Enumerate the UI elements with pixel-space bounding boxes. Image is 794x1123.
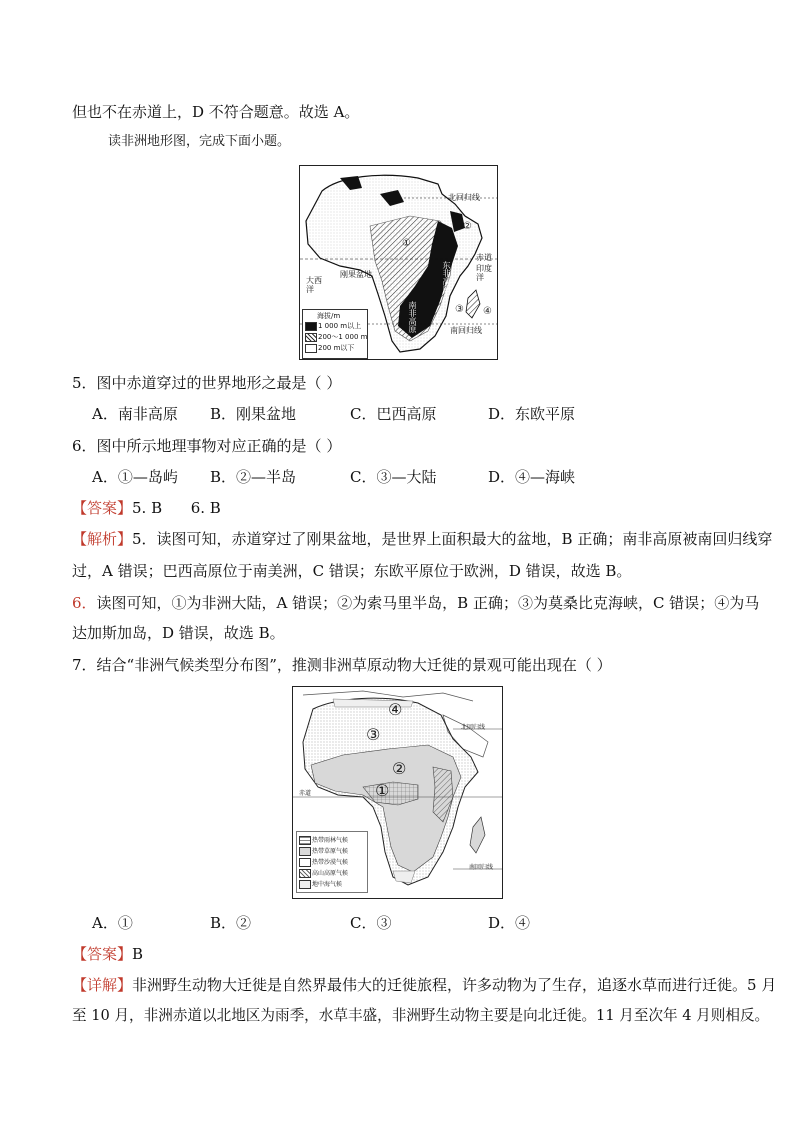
q6-option-d[interactable]: D．④—海峡 — [488, 468, 576, 486]
marker-3: ③ — [455, 304, 464, 315]
q7-option-b[interactable]: B．② — [210, 914, 252, 932]
legend-desert: 热带沙漠气候 — [312, 859, 349, 866]
africa-terrain-map — [299, 165, 498, 360]
analysis-line-1: 【解析】5．读图可知，赤道穿过了刚果盆地，是世界上面积最大的盆地，B 正确；南非高原被南回归线穿 — [72, 530, 773, 548]
marker-1: ① — [402, 238, 411, 249]
analysis-tag: 【解析】 — [72, 530, 133, 548]
q5-option-c[interactable]: C．巴西高原 — [350, 405, 437, 423]
q5-option-d[interactable]: D．东欧平原 — [488, 405, 576, 423]
legend-savanna: 热带草原气候 — [312, 848, 349, 855]
madagascar-2 — [470, 817, 485, 853]
legend-swatch-high — [305, 322, 317, 331]
answer-5-6 — [72, 498, 221, 518]
q7-option-a[interactable]: A．① — [92, 914, 133, 932]
q6-option-c[interactable]: C．③—大陆 — [350, 468, 437, 486]
climate-marker-1: ① — [375, 781, 390, 800]
legend-rainforest: 热带雨林气候 — [312, 837, 349, 844]
legend-swatch-rainforest — [299, 836, 311, 845]
answer-tag: 【答案】 — [72, 499, 133, 517]
africa-climate-map — [292, 686, 503, 899]
legend-title: 海拔/m — [317, 312, 341, 320]
label-congo-basin: 刚果盆地 — [340, 270, 372, 279]
detail-line-2: 至 10 月，非洲赤道以北地区为雨季，水草丰盛，非洲野生动物主要是向北迁徙。11 月至次年 4 月则相反。 — [72, 1007, 770, 1024]
q7-option-d[interactable]: D．④ — [488, 914, 531, 932]
answer-7 — [72, 944, 143, 964]
madagascar — [466, 290, 480, 318]
legend-row-high: 1 000 m以上 — [318, 322, 362, 330]
legend-swatch-savanna — [299, 847, 311, 856]
marker-2: ② — [463, 221, 472, 232]
label-tropic-south: 南回归线 — [450, 326, 482, 335]
analysis-line-3: 6．读图可知，①为非洲大陆，A 错误；②为索马里半岛，B 正确；③为莫桑比克海峡，C 错误；④为马 — [72, 594, 760, 612]
q5-option-a[interactable]: A．南非高原 — [92, 405, 178, 423]
legend-mediterranean: 地中海气候 — [312, 881, 343, 888]
legend-swatch-desert — [299, 858, 311, 867]
q6-option-b[interactable]: B．②—半岛 — [210, 468, 297, 486]
answer7-text: B — [132, 945, 144, 963]
legend-row-low: 200 m以下 — [318, 344, 355, 352]
legend-highland: 高山高原气候 — [312, 870, 349, 877]
analysis-line-4: 达加斯加岛，D 错误，故选 B。 — [72, 624, 285, 642]
climate-marker-4: ④ — [388, 700, 403, 719]
q7-stem: 7．结合“非洲气候类型分布图”，推测非洲草原动物大迁徙的景观可能出现在（ ） — [72, 656, 612, 674]
answer-text: 5. B 6. B — [132, 499, 221, 517]
q6-option-a[interactable]: A．①—岛屿 — [92, 468, 178, 486]
legend-swatch-highland — [299, 869, 311, 878]
detail-line-1: 【详解】非洲野生动物大迁徙是自然界最伟大的迁徙旅程，许多动物为了生存，追逐水草而进行迁徙。5 月 — [72, 976, 777, 994]
analysis-line-2: 过，A 错误；巴西高原位于南美洲，C 错误；东欧平原位于欧洲，D 错误，故选 B。 — [72, 562, 632, 580]
legend-swatch-mediterranean — [299, 880, 311, 889]
detail-tag: 【详解】 — [72, 976, 133, 994]
answer7-tag: 【答案】 — [72, 945, 133, 963]
q7-option-c[interactable]: C．③ — [350, 914, 392, 932]
terrain-legend — [302, 309, 368, 359]
climate-marker-2: ② — [392, 759, 407, 778]
climate-legend — [296, 831, 368, 893]
q5-6-stem: 读非洲地形图，完成下面小题。 — [108, 134, 291, 149]
label-equator: 赤道 — [476, 253, 492, 262]
legend-row-mid: 200～1 000 m — [318, 333, 368, 341]
label-atlantic: 大西洋 — [306, 276, 322, 294]
label-tropic-north: 北回归线 — [448, 193, 480, 202]
label-east-african-plateau: 东非高原 — [442, 261, 451, 293]
mediterranean-south — [393, 871, 415, 883]
legend-swatch-low — [305, 344, 317, 353]
q6-stem: 6．图中所示地理事物对应正确的是（ ） — [72, 437, 342, 455]
marker-4: ④ — [483, 306, 492, 317]
legend-swatch-mid — [305, 333, 317, 342]
climate-label-tropic-north: 北回归线 — [461, 724, 486, 731]
label-south-african-plateau: 南非高原 — [408, 301, 417, 333]
climate-label-equator: 赤道 — [299, 790, 312, 797]
intro-line: 但也不在赤道上，D 不符合题意。故选 A。 — [72, 103, 360, 121]
q5-stem: 5．图中赤道穿过的世界地形之最是（ ） — [72, 374, 342, 392]
label-indian-ocean: 印度洋 — [476, 264, 492, 282]
climate-label-tropic-south: 南回归线 — [469, 864, 494, 871]
climate-marker-3: ③ — [366, 725, 381, 744]
q5-option-b[interactable]: B．刚果盆地 — [210, 405, 297, 423]
